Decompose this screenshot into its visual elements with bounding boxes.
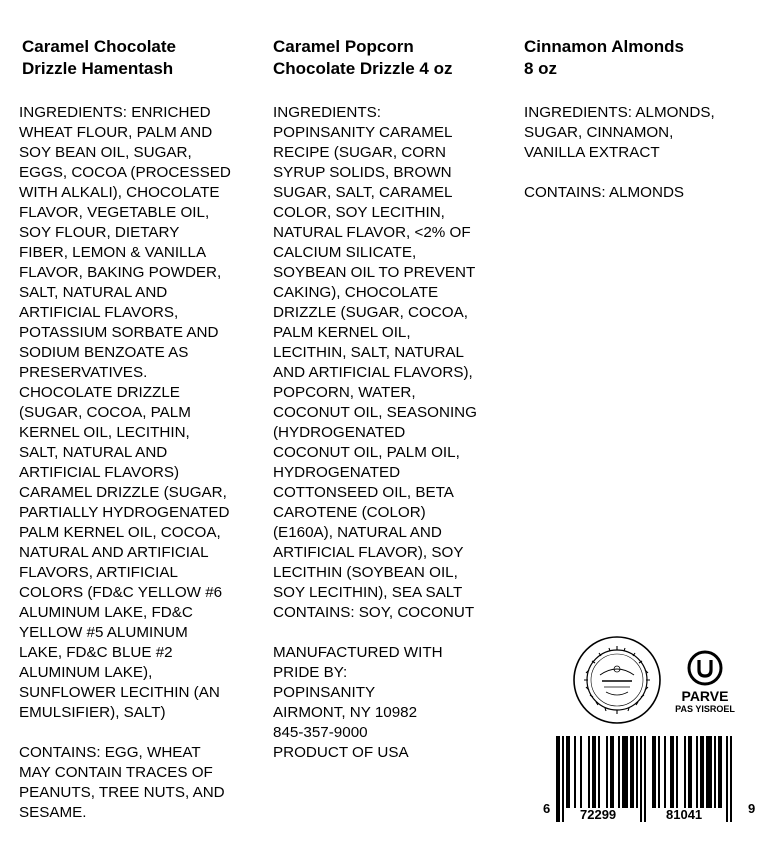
barcode-bar [618, 736, 620, 808]
barcode-bar [610, 736, 614, 808]
product-column-almonds [524, 36, 764, 201]
product-title: Caramel Popcorn Chocolate Drizzle 4 oz [273, 37, 453, 78]
barcode-bar [606, 736, 608, 808]
ingredients-text: INGREDIENTS: ALMONDS, SUGAR, CINNAMON, VANILLA EXTRACT [524, 104, 715, 161]
barcode-bar [714, 736, 716, 808]
parve-label: PARVE [681, 688, 729, 704]
barcode-bar [684, 736, 686, 808]
ou-certification [670, 650, 740, 715]
barcode-bar [556, 736, 560, 822]
barcode-bar [706, 736, 712, 808]
product-title: Cinnamon Almonds 8 oz [524, 37, 684, 78]
barcode-bar [562, 736, 564, 822]
product-column-popcorn [273, 36, 513, 761]
barcode-lead-digit: 6 [543, 801, 551, 816]
barcode-bar [630, 736, 634, 808]
ou-kosher-icon [687, 650, 723, 686]
barcode-bar [700, 736, 704, 808]
barcode-check-digit: 9 [748, 801, 756, 816]
barcode-bar [622, 736, 628, 808]
barcode-bar [664, 736, 666, 808]
barcode-bar [574, 736, 576, 808]
allergen-text: CONTAINS: ALMONDS [524, 184, 685, 201]
barcode-left-group: 72299 [580, 807, 617, 822]
barcode-bar [580, 736, 582, 808]
barcode-bar [696, 736, 698, 808]
barcode-bar [676, 736, 678, 808]
barcode-bar [688, 736, 692, 808]
allergen-text: CONTAINS: EGG, WHEAT MAY CONTAIN TRACES OF PEANUTS, TREE NUTS, AND SESAME. [19, 744, 225, 821]
kosher-seal-icon [572, 635, 662, 725]
barcode-bar [652, 736, 656, 808]
pas-yisroel-label: PAS YISROEL [675, 704, 735, 714]
product-title: Caramel Chocolate Drizzle Hamentash [22, 37, 176, 78]
barcode-bar [592, 736, 596, 808]
manufacturer-text: MANUFACTURED WITH PRIDE BY: POPINSANITY AIRMONT, NY 10982 845-357-9000 PRODUCT OF USA [273, 644, 443, 761]
ingredients-text: INGREDIENTS: POPINSANITY CARAMEL RECIPE (SUGAR, CORN SYRUP SOLIDS, BROWN SUGAR, SALT, CARAMEL COLOR, SOY LECITHIN, NATURAL FLAVOR, <2% OF CALCIUM SILICATE, SOYBEAN OIL TO PREVENT CAKING), CHOCOLATE DRIZZLE (SUGAR, COCOA, PALM KERNEL OIL, LECITHIN, SALT, NATURAL AND ARTIFICIAL FLAVORS), POPCORN, WATER, COCONUT OIL, SEASONING (HYDROGENATED COCONUT OIL, PALM OIL, HYDROGENATED COTTONSEED OIL, BETA CAROTENE (COLOR) (E160A), NATURAL AND ARTIFICIAL FLAVOR), SOY LECITHIN (SOYBEAN OIL, SOY LECITHIN), SEA SALT CONTAINS: SOY, COCONUT [273, 104, 477, 621]
ingredients-text: INGREDIENTS: ENRICHED WHEAT FLOUR, PALM AND SOY BEAN OIL, SUGAR, EGGS, COCOA (PROCESSED WITH ALKALI), CHOCOLATE FLAVOR, VEGETABLE OIL, SOY FLOUR, DIETARY FIBER, LEMON & VANILLA FLAVOR, BAKING POWDER, SALT, NATURAL AND ARTIFICIAL FLAVORS, POTASSIUM SORBATE AND SODIUM BENZOATE AS PRESERVATIVES. CHOCOLATE DRIZZLE (SUGAR, COCOA, PALM KERNEL OIL, LECITHIN, SALT, NATURAL AND ARTIFICIAL FLAVORS) CARAMEL DRIZZLE (SUGAR, PARTIALLY HYDROGENATED PALM KERNEL OIL, COCOA, NATURAL AND ARTIFICIAL FLAVORS, ARTIFICIAL COLORS (FD&C YELLOW #6 ALUMINUM LAKE, FD&C YELLOW #5 ALUMINUM LAKE, FD&C BLUE #2 ALUMINUM LAKE), SUNFLOWER LECITHIN (AN EMULSIFIER), SALT) [19, 104, 231, 721]
barcode-bar [670, 736, 674, 808]
barcode-bar [730, 736, 732, 822]
product-column-hamentash [19, 36, 262, 821]
barcode-bar [726, 736, 728, 822]
barcode-right-group: 81041 [666, 807, 703, 822]
upc-barcode [540, 736, 770, 836]
barcode-bars [540, 736, 770, 836]
barcode-bar [640, 736, 642, 822]
barcode-bar [658, 736, 660, 808]
barcode-bar [718, 736, 722, 808]
barcode-bar [636, 736, 638, 808]
barcode-bar [566, 736, 570, 808]
barcode-bar [644, 736, 646, 822]
barcode-bar [598, 736, 600, 808]
barcode-bar [588, 736, 590, 808]
